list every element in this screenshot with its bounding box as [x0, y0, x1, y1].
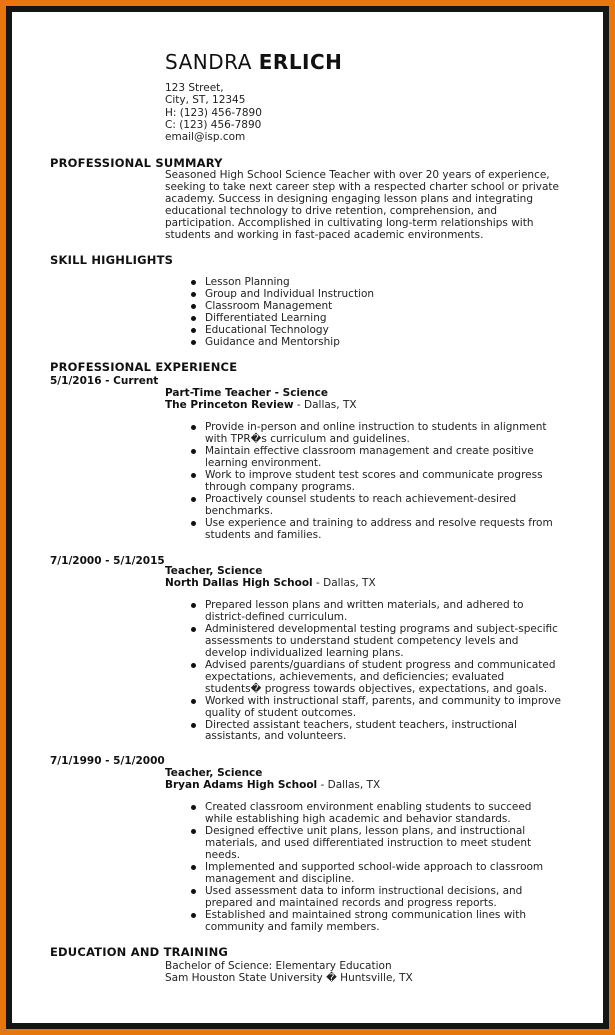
- bullet-icon: [191, 723, 196, 728]
- skill-item: Differentiated Learning: [205, 313, 374, 325]
- bullet-icon: [191, 280, 196, 285]
- bullet-icon: [191, 699, 196, 704]
- job-bullet: Prepared lesson plans and written materials, and adhered to district-defined curriculum.: [205, 600, 561, 624]
- job-bullet: Designed effective unit plans, lesson plans, and instructional materials, and used differentiated instruction to meet student needs.: [205, 826, 543, 862]
- summary-line: academy. Success in designing engaging lesson plans and integrating: [165, 192, 533, 205]
- summary-line: educational technology to drive retention, comprehension, and: [165, 204, 498, 217]
- summary-line: participation. Accomplished in cultivating long-term relationships with: [165, 216, 534, 229]
- bullet-icon: [191, 663, 196, 668]
- job-bullet: Advised parents/guardians of student progress and communicated expectations, achievements, and deficiencies; evaluated students� progress towards objectives, expectations, and goals.: [205, 660, 561, 696]
- job-dates: 7/1/2000 - 5/1/2015: [50, 555, 165, 567]
- bullet-icon: [191, 603, 196, 608]
- job-bullet: Use experience and training to address and resolve requests from students and families.: [205, 518, 553, 542]
- job-bullet: Proactively counsel students to reach achievement-desired benchmarks.: [205, 494, 553, 518]
- job-bullet: Administered developmental testing programs and subject-specific assessments to understand student competency levels and develop individualized learning plans.: [205, 624, 561, 660]
- job-bullet: Maintain effective classroom management and create positive learning environment.: [205, 446, 553, 470]
- bullet-icon: [191, 316, 196, 321]
- bullet-icon: [191, 865, 196, 870]
- summary-line: seeking to take next career step with a respected charter school or private: [165, 180, 559, 193]
- education-block: [165, 960, 413, 984]
- job-location: - Dallas, TX: [293, 399, 357, 411]
- job-header: [165, 565, 376, 589]
- skill-item: Educational Technology: [205, 325, 374, 337]
- job-bullet: Directed assistant teachers, student teachers, instructional assistants, and volunteers.: [205, 720, 561, 744]
- job-bullets: [205, 802, 543, 933]
- job-location: - Dallas, TX: [312, 577, 376, 589]
- email: email@isp.com: [165, 131, 246, 144]
- education-heading: EDUCATION AND TRAINING: [50, 945, 229, 959]
- bullet-icon: [191, 913, 196, 918]
- job-bullet: Implemented and supported school-wide approach to classroom management and discipline.: [205, 862, 543, 886]
- contact-block: [165, 82, 262, 143]
- company-name: North Dallas High School: [165, 577, 313, 589]
- bullet-icon: [191, 449, 196, 454]
- skill-item: Guidance and Mentorship: [205, 337, 374, 349]
- company-name: Bryan Adams High School: [165, 779, 318, 791]
- bullet-icon: [191, 304, 196, 309]
- address-line: 123 Street,: [165, 82, 224, 94]
- job-title: Part-Time Teacher - Science: [165, 387, 328, 399]
- home-phone: H: (123) 456-7890: [165, 106, 262, 119]
- job-bullet: Established and maintained strong communication lines with community and family members.: [205, 910, 543, 934]
- skills-heading: SKILL HIGHLIGHTS: [50, 253, 174, 267]
- job-employer: [165, 577, 376, 589]
- bullet-icon: [191, 805, 196, 810]
- last-name: ERLICH: [258, 50, 343, 74]
- skill-item: Lesson Planning: [205, 277, 374, 289]
- skill-item: Classroom Management: [205, 301, 374, 313]
- resume-page: [18, 18, 597, 1017]
- job-bullet: Used assessment data to inform instructional decisions, and prepared and maintained records and progress reports.: [205, 886, 543, 910]
- job-header: [165, 767, 380, 791]
- summary-line: students and working in fast-paced academic environments.: [165, 228, 484, 241]
- bullet-icon: [191, 292, 196, 297]
- bullet-icon: [191, 889, 196, 894]
- bullet-icon: [191, 340, 196, 345]
- job-bullet: Work to improve student test scores and communicate progress through company programs.: [205, 470, 553, 494]
- job-bullets: [205, 600, 561, 743]
- bullet-icon: [191, 627, 196, 632]
- school: Sam Houston State University � Huntsville, TX: [165, 972, 413, 984]
- job-location: - Dallas, TX: [317, 779, 381, 791]
- job-dates: 7/1/1990 - 5/1/2000: [50, 755, 165, 767]
- summary-heading: PROFESSIONAL SUMMARY: [50, 156, 223, 170]
- job-title: Teacher, Science: [165, 767, 263, 779]
- job-bullet: Provide in-person and online instruction to students in alignment with TPR�s curriculum and guidelines.: [205, 422, 553, 446]
- skills-list: [205, 277, 374, 349]
- bullet-icon: [191, 328, 196, 333]
- summary-line: Seasoned High School Science Teacher with over 20 years of experience,: [165, 169, 550, 181]
- job-bullets: [205, 422, 553, 542]
- summary-text: [165, 170, 575, 241]
- job-title: Teacher, Science: [165, 565, 263, 577]
- cell-phone: C: (123) 456-7890: [165, 118, 262, 131]
- job-employer: [165, 779, 380, 791]
- skill-item: Group and Individual Instruction: [205, 289, 374, 301]
- bullet-icon: [191, 497, 196, 502]
- first-name: SANDRA: [165, 50, 252, 74]
- job-header: [165, 387, 357, 411]
- candidate-name: [165, 50, 342, 74]
- bullet-icon: [191, 829, 196, 834]
- bullet-icon: [191, 473, 196, 478]
- job-bullet: Worked with instructional staff, parents, and community to improve quality of student outcomes.: [205, 696, 561, 720]
- company-name: The Princeton Review: [165, 399, 294, 411]
- job-bullet: Created classroom environment enabling students to succeed while establishing high academic and behavior standards.: [205, 802, 543, 826]
- bullet-icon: [191, 521, 196, 526]
- bullet-icon: [191, 425, 196, 430]
- experience-heading: PROFESSIONAL EXPERIENCE: [50, 360, 238, 374]
- job-employer: [165, 399, 357, 411]
- degree: Bachelor of Science: Elementary Education: [165, 960, 392, 972]
- city-line: City, ST, 12345: [165, 94, 246, 107]
- job-dates: 5/1/2016 - Current: [50, 375, 159, 387]
